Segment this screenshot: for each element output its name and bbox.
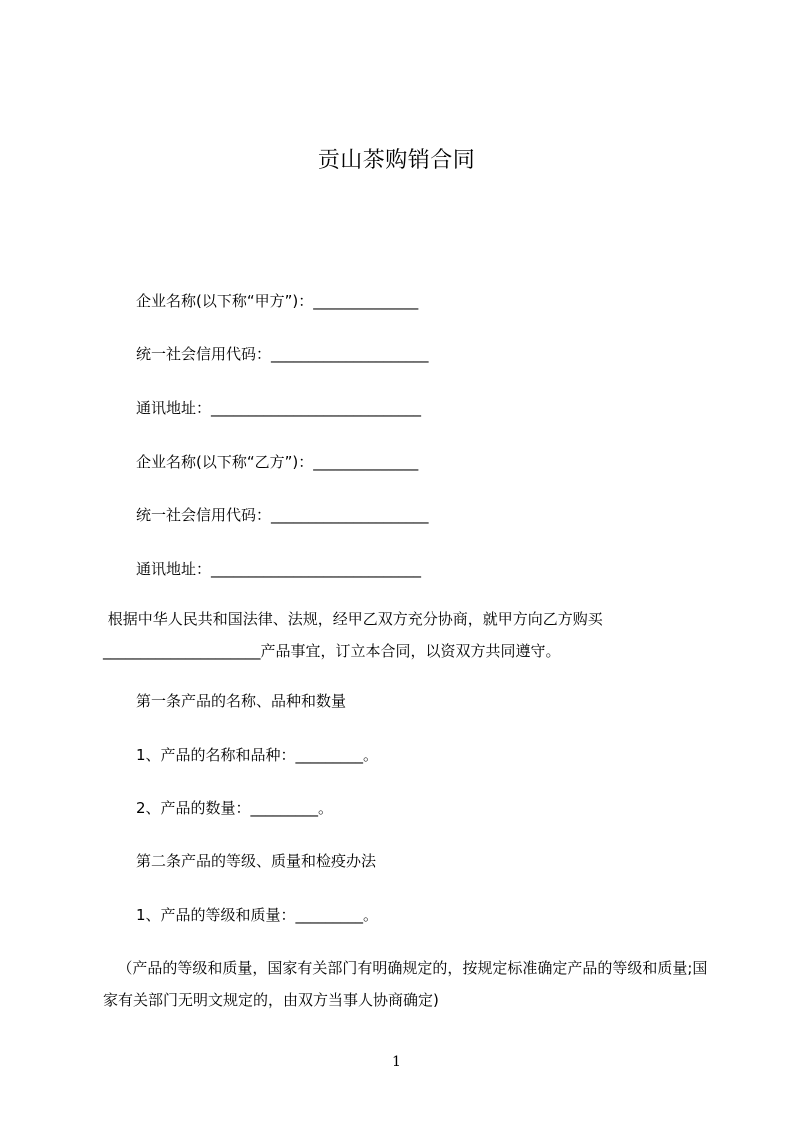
page-number: 1 <box>392 1054 401 1070</box>
article-2-heading: 第二条产品的等级、质量和检疫办法 <box>136 852 377 870</box>
preamble-paragraph: 根据中华人民共和国法律、法规，经甲乙双方充分协商，就甲方向乙方购买_____________________产品事宜，订立本合同，以资双方共同遵守。 <box>103 610 603 660</box>
party-b-address-line: 通讯地址：____________________________ <box>136 560 422 578</box>
party-a-name-line: 企业名称(以下称“甲方”)：______________ <box>136 292 419 310</box>
article-2-note-paragraph: （产品的等级和质量，国家有关部门有明确规定的，按规定标准确定产品的等级和质量;国家有关部门无明文规定的，由双方当事人协商确定) <box>103 959 708 1009</box>
party-a-address-line: 通讯地址：____________________________ <box>136 399 422 417</box>
document-title: 贡山茶购销合同 <box>317 148 476 173</box>
article-1-item-1: 1、产品的名称和品种：_________。 <box>136 746 379 764</box>
article-1-heading: 第一条产品的名称、品种和数量 <box>136 692 347 710</box>
party-b-name-line: 企业名称(以下称“乙方”)：______________ <box>136 453 419 471</box>
party-b-credit-code-line: 统一社会信用代码：_____________________ <box>136 506 429 524</box>
article-2-item-1: 1、产品的等级和质量：_________。 <box>136 906 379 924</box>
article-1-item-2: 2、产品的数量：_________。 <box>136 799 334 817</box>
party-a-credit-code-line: 统一社会信用代码：_____________________ <box>136 345 429 363</box>
